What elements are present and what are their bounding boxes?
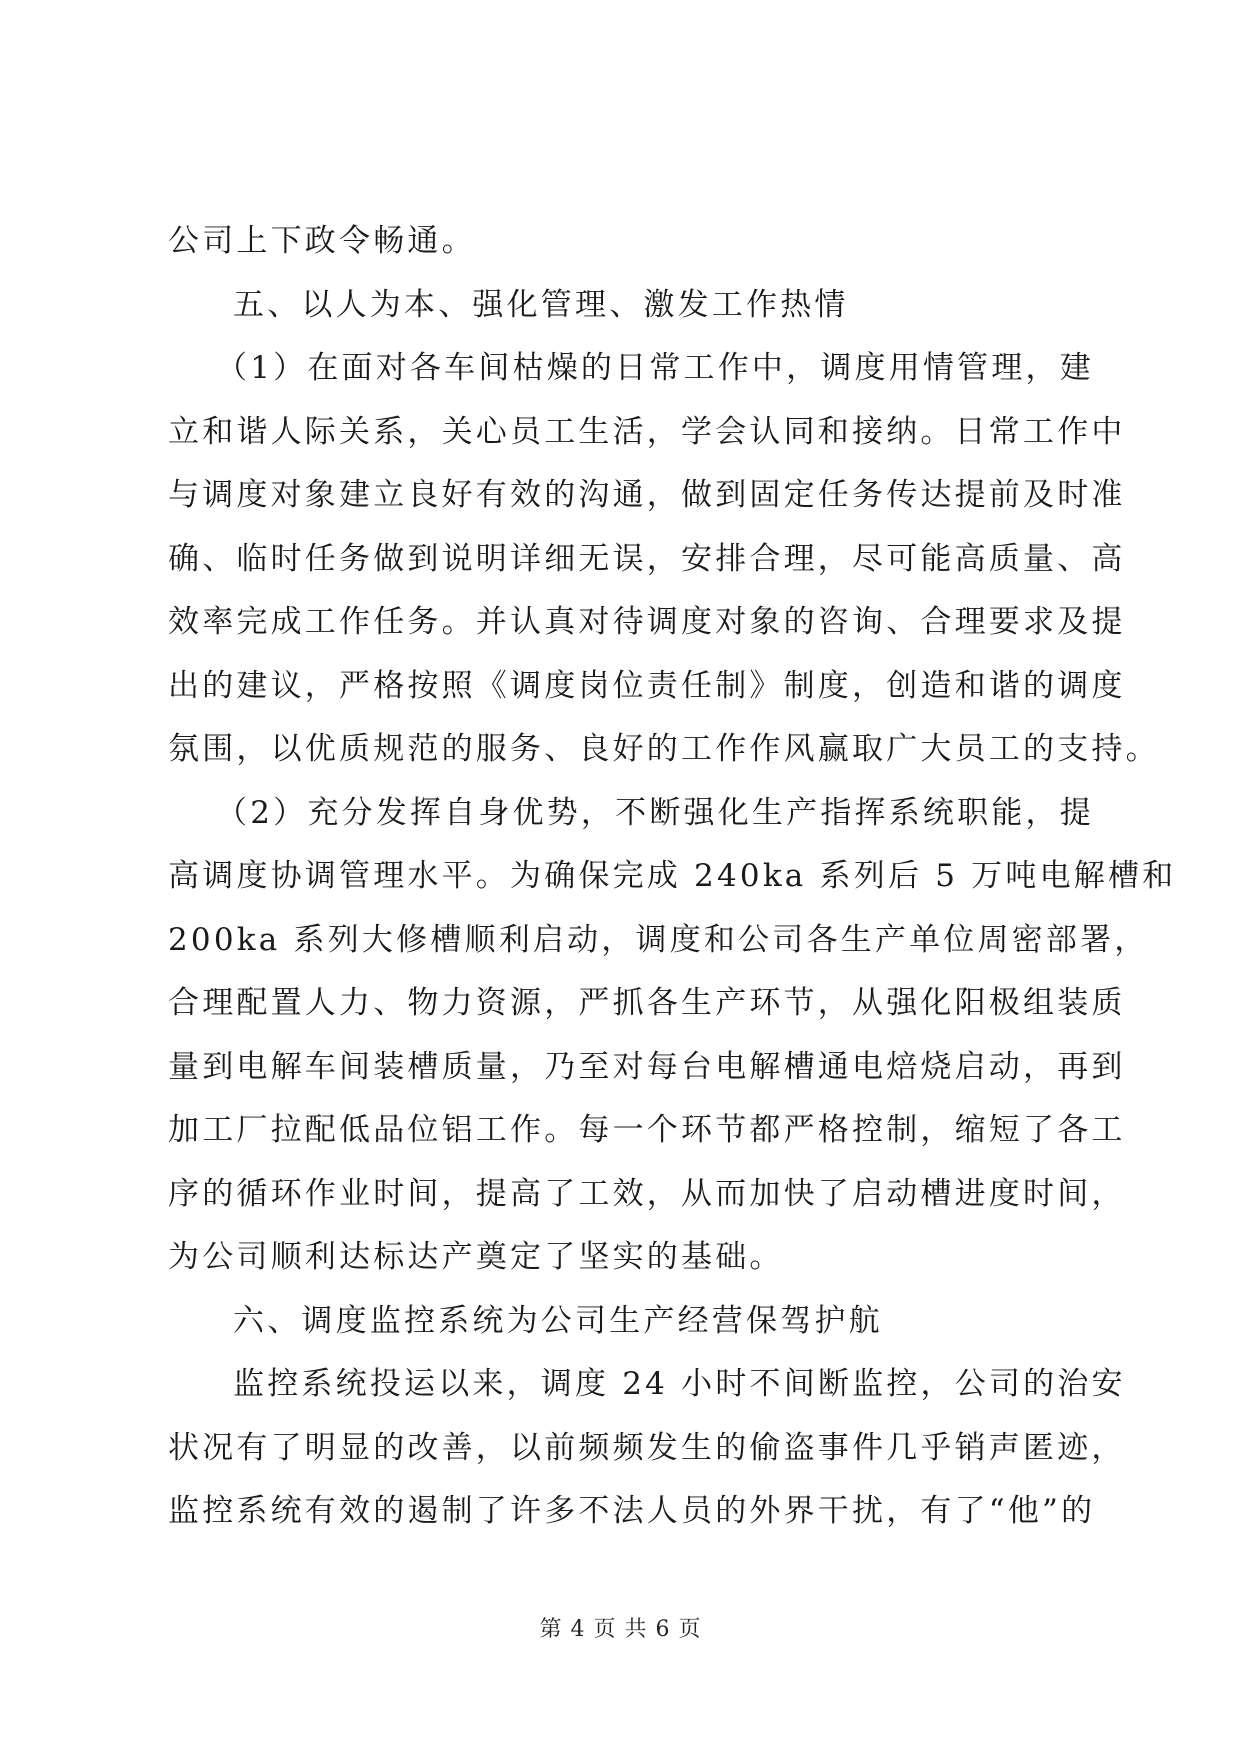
paragraph-line: 公司上下政令畅通。 bbox=[168, 223, 476, 259]
paragraph-line: （1）在面对各车间枯燥的日常工作中，调度用情管理，建 bbox=[216, 350, 1094, 386]
section-heading-6: 六、调度监控系统为公司生产经营保驾护航 bbox=[233, 1302, 883, 1339]
paragraph-line: 立和谐人际关系，关心员工生活，学会认同和接纳。日常工作中 bbox=[168, 413, 1126, 450]
paragraph-line: 氛围，以优质规范的服务、良好的工作作风赢取广大员工的支持。 bbox=[168, 731, 1160, 767]
paragraph-line: 确、临时任务做到说明详细无误，安排合理，尽可能高质量、高 bbox=[168, 540, 1126, 577]
paragraph-line: 监控系统有效的遏制了许多不法人员的外界干扰，有了“他”的 bbox=[168, 1493, 1096, 1529]
paragraph-line: （2）充分发挥自身优势，不断强化生产指挥系统职能，提 bbox=[216, 794, 1094, 831]
paragraph-line: 高调度协调管理水平。为确保完成 240ka 系列后 5 万吨电解槽和 bbox=[168, 858, 1177, 894]
paragraph-line: 效率完成工作任务。并认真对待调度对象的咨询、合理要求及提 bbox=[168, 604, 1126, 640]
paragraph-line: 为公司顺利达标达产奠定了坚实的基础。 bbox=[168, 1239, 784, 1275]
paragraph-line: 合理配置人力、物力资源，严抓各生产环节，从强化阳极组装质 bbox=[168, 985, 1126, 1021]
paragraph-line: 量到电解车间装槽质量，乃至对每台电解槽通电焙烧启动，再到 bbox=[168, 1048, 1126, 1085]
body-text bbox=[168, 210, 1177, 1544]
paragraph-line: 加工厂拉配低品位铝工作。每一个环节都严格控制，缩短了各工 bbox=[168, 1112, 1126, 1148]
paragraph-line: 序的循环作业时间，提高了工效，从而加快了启动槽进度时间， bbox=[168, 1175, 1126, 1212]
page-number-footer: 第 4 页 共 6 页 bbox=[539, 1617, 702, 1642]
paragraph-line: 200ka 系列大修槽顺利启动，调度和公司各生产单位周密部署， bbox=[168, 921, 1149, 958]
paragraph-line: 状况有了明显的改善，以前频频发生的偷盗事件几乎销声匿迹， bbox=[168, 1429, 1126, 1466]
paragraph-line: 监控系统投运以来，调度 24 小时不间断监控，公司的治安 bbox=[233, 1366, 1126, 1402]
paragraph-line: 出的建议，严格按照《调度岗位责任制》制度，创造和谐的调度 bbox=[168, 667, 1126, 704]
paragraph-line: 与调度对象建立良好有效的沟通，做到固定任务传达提前及时准 bbox=[168, 477, 1126, 513]
section-heading-5: 五、以人为本、强化管理、激发工作热情 bbox=[233, 286, 849, 323]
